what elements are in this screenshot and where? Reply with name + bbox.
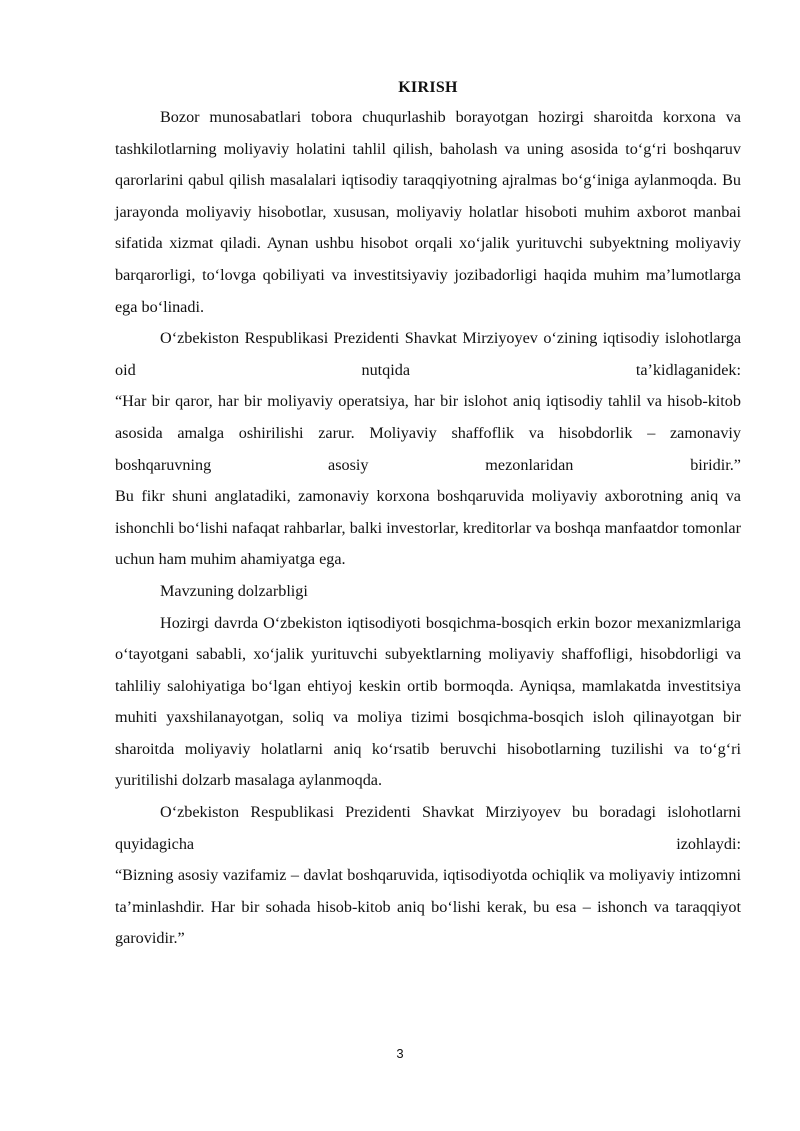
document-page (115, 74, 741, 955)
page-number: 3 (396, 1046, 404, 1061)
paragraph-relevance: Hozirgi davrda O‘zbekiston iqtisodiyoti bosqichma-bosqich erkin bozor mexanizmlariga o‘tayotgani sababli, xo‘jalik yurituvchi subyektlarning moliyaviy shaffofligi, hisobdorligi va tahliliy salohiyatiga bo‘lgan ehtiyoj keskin ortib bormoqda. Ayniqsa, mamlakatda investitsiya muhiti yaxshilanayotgan, soliq va moliya tizimi bosqichma-bosqich isloh qilinayotgan bir sharoitda moliyaviy holatlarni aniq ko‘rsatib beruvchi hisobotlarning tuzilishi va to‘g‘ri yuritilishi dolzarb masalaga aylanmoqda. (115, 613, 741, 790)
section-heading-relevance: Mavzuning dolzarbligi (160, 581, 308, 600)
document-title: KIRISH (398, 79, 458, 96)
paragraph-quote-explanation: Bu fikr shuni anglatadiki, zamonaviy korxona boshqaruvida moliyaviy axborotning aniq va ishonchli bo‘lishi nafaqat rahbarlar, balki investorlar, kreditorlar va boshqa manfaatdor tomonlar uchun ham muhim ahamiyatga ega. (115, 487, 741, 569)
paragraph-president-reform-intro: O‘zbekiston Respublikasi Prezidenti Shavkat Mirziyoyev bu boradagi islohotlarni quyidagicha izohlaydi: (115, 803, 741, 853)
paragraph-president-quote: “Har bir qaror, har bir moliyaviy operatsiya, har bir islohot aniq iqtisodiy tahlil va hisob-kitob asosida amalga oshirilishi zarur. Moliyaviy shaffoflik va hisobdorlik – zamonaviy boshqaruvning asosiy mezonlaridan biridir.” (115, 392, 741, 474)
paragraph-president-intro: O‘zbekiston Respublikasi Prezidenti Shavkat Mirziyoyev o‘zining iqtisodiy islohotlarga oid nutqida ta’kidlaganidek: (115, 329, 741, 379)
paragraph-intro: Bozor munosabatlari tobora chuqurlashib borayotgan hozirgi sharoitda korxona va tashkilotlarning moliyaviy holatini tahlil qilish, baholash va uning asosida to‘g‘ri boshqaruv qarorlarini qabul qilish masalalari iqtisodiy taraqqiyotning ajralmas bo‘g‘iniga aylanmoqda. Bu jarayonda moliyaviy hisobotlar, xususan, moliyaviy holatlar hisoboti muhim axborot manbai sifatida xizmat qiladi. Aynan ushbu hisobot orqali xo‘jalik yurituvchi subyektning moliyaviy barqarorligi, to‘lovga qobiliyati va investitsiyaviy jozibadorligi haqida muhim ma’lumotlarga ega bo‘linadi. (115, 108, 741, 316)
paragraph-president-reform-quote: “Bizning asosiy vazifamiz – davlat boshqaruvida, iqtisodiyotda ochiqlik va moliyaviy intizomni ta’minlashdir. Har bir sohada hisob-kitob aniq bo‘lishi kerak, bu esa – ishonch va taraqqiyot garovidir.” (115, 866, 741, 948)
